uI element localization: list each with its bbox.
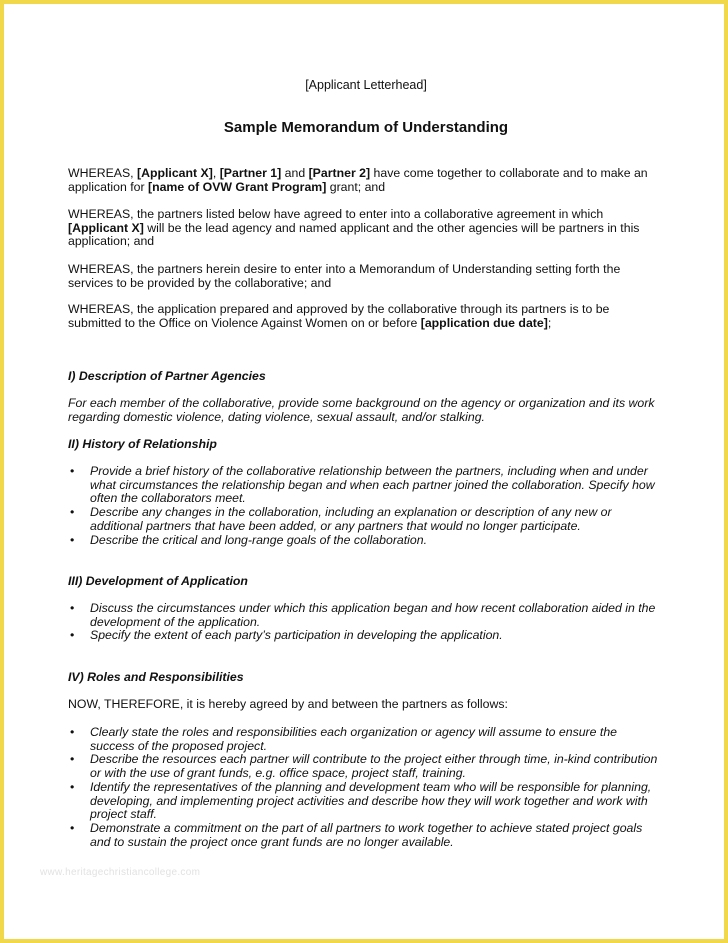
placeholder-field: [name of OVW Grant Program] [147,179,327,194]
bullet-list-roles [68,726,664,849]
bullet-list-history [68,465,664,547]
bullet-icon: • [70,464,75,478]
bullet-text: Describe the critical and long-range goals of the collaboration. [90,532,427,547]
paragraph-text-run: have come together to collaborate and to make an application for [68,166,648,194]
placeholder-field: [Partner 1] [219,166,282,180]
bullet-item [68,465,664,506]
bullet-icon: • [70,505,75,520]
whereas-paragraph-2 [68,208,664,249]
bullet-item [68,506,664,533]
bullet-icon: • [70,779,75,794]
section-text-partner-agencies: For each member of the collaborative, provide some background on the agency or organization and its work regarding domestic violence, dating violence, sexual assault, and/or stalking. [68,396,655,424]
paragraph-text-run: , [212,166,220,180]
bullet-text: Provide a brief history of the collaborative relationship between the partners, including when and under what circumstances the relationship began and when each partner joined the collaboration. Specify how often the collaborators meet. [90,464,655,506]
placeholder-field: [Partner 2] [308,166,371,180]
bullet-icon: • [70,628,75,643]
placeholder-field: [Applicant X] [68,220,144,235]
paragraph-text-run: will be the lead agency and named applicant and the other agencies will be partners in this application; and [68,220,640,249]
bullet-item [68,602,664,629]
bullet-text: Describe any changes in the collaboration, including an explanation or description of any new or additional partners that have been added, or any partners that would no longer participate. [90,505,612,533]
bullet-icon: • [70,601,75,615]
document-title: Sample Memorandum of Understanding [223,119,509,136]
bullet-icon: • [70,532,75,547]
section-heading-development: III) Development of Application [68,574,248,588]
paragraph-text-run: ; [547,315,552,330]
placeholder-field: [application due date] [420,315,548,330]
section-heading-roles: IV) Roles and Responsibilities [68,670,244,684]
paragraph-text-run: WHEREAS, the partners listed below have agreed to enter into a collaborative agreement in which [68,207,604,221]
bullet-icon: • [70,725,75,739]
placeholder-field: [Applicant X] [137,166,213,180]
paragraph-text-run: WHEREAS, the partners herein desire to enter into a Memorandum of Understanding setting forth the services to be provided by the collaborative; and [68,262,621,290]
bullet-item [68,534,664,548]
paragraph-text-run: WHEREAS, the application prepared and approved by the collaborative through its partners is to be submitted to the Office on Violence Against Women on or before [68,302,610,330]
bullet-item [68,629,664,643]
bullet-icon: • [70,820,75,835]
bullet-text: Discuss the circumstances under which this application began and how recent collaboration aided in the development of the application. [90,601,656,629]
paragraph-text-run: and [281,166,309,180]
bullet-item [68,822,664,849]
whereas-paragraph-4 [68,303,664,330]
paragraph-text-run: WHEREAS, [68,166,138,180]
whereas-paragraph-3 [68,263,664,290]
bullet-icon: • [70,752,75,767]
watermark-text: www.heritagechristiancollege.com [40,867,201,878]
document-page [4,4,724,939]
bullet-list-development [68,602,664,643]
paragraph-text-run: grant; and [326,179,386,194]
section-heading-history: II) History of Relationship [68,437,217,451]
whereas-paragraph-1 [68,167,664,194]
bullet-text: Describe the resources each partner will contribute to the project either through time, in-kind contribution or with the use of grant funds, e.g. office space, project staff, training. [90,752,658,781]
bullet-text: Specify the extent of each party’s participation in developing the application. [90,628,503,643]
bullet-item [68,753,664,780]
bullet-text: Identify the representatives of the planning and development team who will be responsible for planning, developing, and implementing project activities and describe how they will work together and work with project staff. [90,779,652,822]
section-heading-partner-agencies: I) Description of Partner Agencies [68,369,266,383]
letterhead-placeholder: [Applicant Letterhead] [305,78,427,92]
bullet-item [68,726,664,753]
bullet-text: Clearly state the roles and responsibilities each organization or agency will assume to ensure the success of the proposed project. [90,725,618,753]
bullet-item [68,781,664,822]
roles-intro-text: NOW, THEREFORE, it is hereby agreed by and between the partners as follows: [68,697,508,711]
bullet-text: Demonstrate a commitment on the part of all partners to work together to achieve stated project goals and to sustain the project once grant funds are no longer available. [90,820,643,849]
